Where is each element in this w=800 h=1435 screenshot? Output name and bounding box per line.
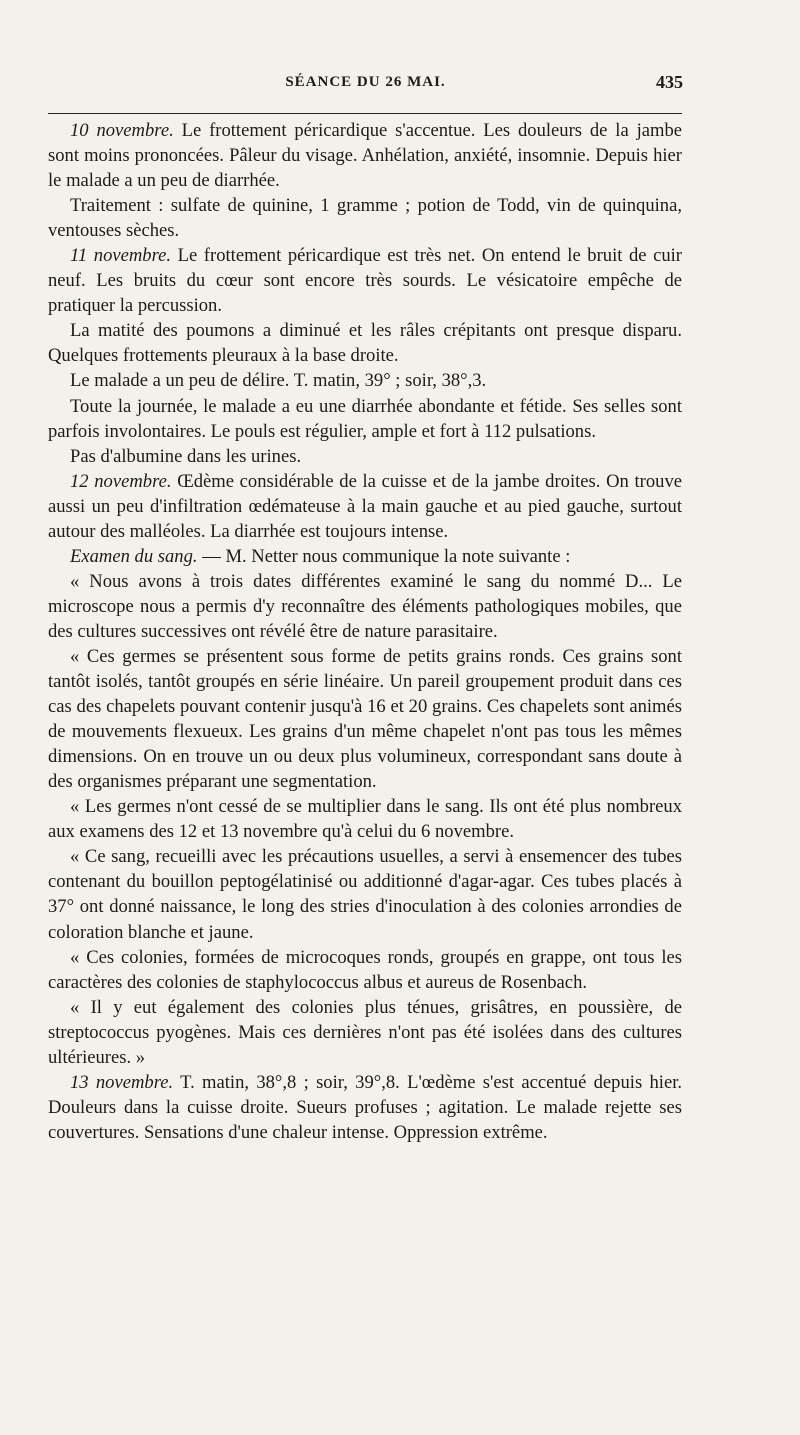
paragraph [48, 569, 682, 644]
paragraph [48, 243, 682, 318]
paragraph-heading: Examen du sang. [70, 545, 198, 567]
paragraph-text: Pas d'albumine dans les urines. [70, 445, 302, 467]
paragraph [48, 995, 682, 1070]
paragraph [48, 1070, 682, 1145]
header-rule [48, 113, 682, 114]
paragraph [48, 394, 682, 444]
paragraph [48, 644, 682, 794]
paragraph [48, 444, 682, 469]
paragraph-date: 10 novembre. [70, 120, 174, 141]
paragraph-text: La matité des poumons a diminué et les râles crépitants ont presque disparu. Quelques frottements pleuraux à la base droite. [48, 320, 682, 367]
page-number: 435 [656, 72, 683, 92]
paragraph-text: « Il y eut également des colonies plus ténues, grisâtres, en poussière, de streptococcus pyogènes. Mais ces dernières n'ont pas été isolées dans des cultures ultérieures. » [48, 996, 682, 1068]
paragraph-text: Œdème considérable de la cuisse et de la jambe droites. On trouve aussi un peu d'infiltration œdémateuse à la main gauche et au pied gauche, surtout autour des malléoles. La diarrhée est toujours intense. [48, 470, 682, 542]
running-head: SÉANCE DU 26 MAI. [285, 74, 446, 90]
paragraph-text: « Nous avons à trois dates différentes examiné le sang du nommé D... Le microscope nous a permis d'y reconnaître des éléments pathologiques mobiles, que des cultures successives ont révélé être de nature parasitaire. [48, 570, 682, 642]
paragraph [48, 193, 682, 243]
paragraph-date: 13 novembre. [70, 1071, 174, 1093]
paragraph-text: « Les germes n'ont cessé de se multiplier dans le sang. Ils ont été plus nombreux aux examens des 12 et 13 novembre qu'à celui du 6 novembre. [48, 796, 682, 843]
paragraph-date: 12 novembre. [70, 470, 172, 492]
paragraph [48, 844, 682, 944]
paragraph [48, 544, 682, 569]
paragraph [48, 368, 682, 393]
paragraph [48, 318, 682, 368]
page-header [48, 72, 683, 102]
paragraph-text: Toute la journée, le malade a eu une diarrhée abondante et fétide. Ses selles sont parfois involontaires. Le pouls est régulier, ample et fort à 112 pulsations. [48, 395, 682, 442]
paragraph-text: Le malade a un peu de délire. T. matin, 39° ; soir, 38°,3. [70, 370, 487, 392]
paragraph [48, 945, 682, 995]
paragraph-text: « Ce sang, recueilli avec les précautions usuelles, a servi à ensemencer des tubes contenant du bouillon peptogélatinisé ou additionné d'agar-agar. Ces tubes placés à 37° ont donné naissance, le long des stries d'inoculation à des colonies arrondies de coloration blanche et jaune. [48, 846, 682, 943]
paragraph [48, 794, 682, 844]
paragraph-date: 11 novembre. [70, 245, 172, 267]
body-text [48, 118, 682, 1145]
paragraph-text: T. matin, 38°,8 ; soir, 39°,8. L'œdème s'est accentué depuis hier. Douleurs dans la cuisse droite. Sueurs profuses ; agitation. Le malade rejette ses couvertures. Sensations d'une chaleur intense. Oppression extrême. [48, 1071, 683, 1143]
paragraph [48, 118, 682, 193]
paragraph [48, 469, 682, 544]
paragraph-text: Le frottement péricardique est très net. On entend le bruit de cuir neuf. Les bruits du cœur sont encore très sourds. Le vésicatoire empêche de pratiquer la percussion. [48, 245, 682, 317]
paragraph-text: « Ces germes se présentent sous forme de petits grains ronds. Ces grains sont tantôt isolés, tantôt groupés en série linéaire. Un pareil groupement produit dans ces cas des chapelets pouvant contenir jusqu'à 16 et 20 grains. Ces chapelets sont animés de mouvements flexueux. Les grains d'un même chapelet n'ont pas tous les mêmes dimensions. On en trouve un ou deux plus volumineux, correspondant sans doute à des organismes préparant une segmentation. [48, 645, 682, 793]
paragraph-text: Le frottement péricardique s'accentue. Les douleurs de la jambe sont moins prononcées. Pâleur du visage. Anhélation, anxiété, insomnie. Depuis hier le malade a un peu de diarrhée. [48, 120, 683, 192]
paragraph-text: Traitement : sulfate de quinine, 1 gramme ; potion de Todd, vin de quinquina, ventouses sèches. [48, 195, 682, 242]
paragraph-text: — M. Netter nous communique la note suivante : [197, 545, 571, 567]
paragraph-text: « Ces colonies, formées de microcoques ronds, groupés en grappe, ont tous les caractères des colonies de staphylococcus albus et aureus de Rosenbach. [48, 946, 682, 993]
